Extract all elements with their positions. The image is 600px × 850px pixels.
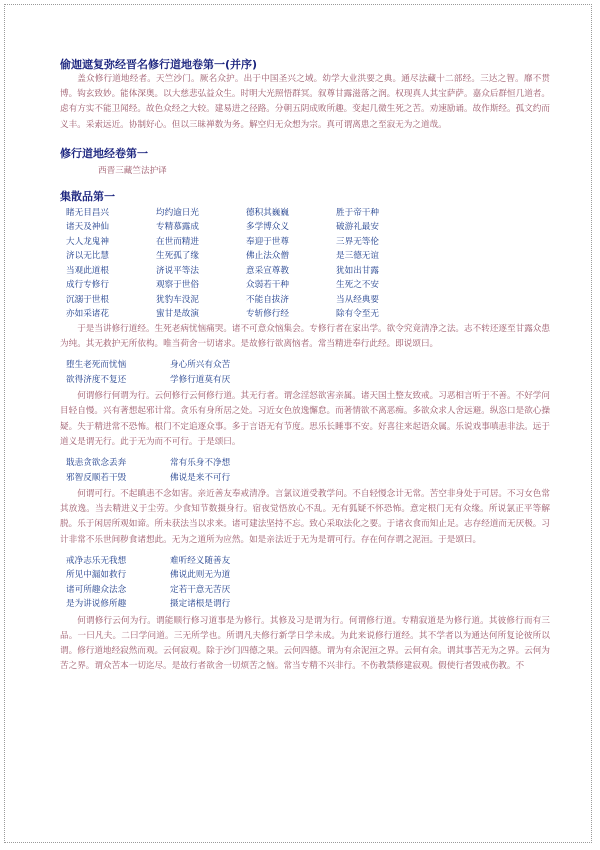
- verse-line: 德积其巍巍: [246, 207, 289, 218]
- verse-block-3: [66, 456, 550, 485]
- verse-line: 不能自拔济: [246, 294, 289, 305]
- verse-line: 亦如采诸花: [66, 309, 109, 320]
- verse-line: 当从经典要: [336, 294, 379, 305]
- verse-line: 诸天及神仙: [66, 222, 109, 233]
- document-body: [60, 58, 550, 675]
- verse-line: 沉溺于世根: [66, 294, 109, 305]
- verse-line: 生死孤了缘: [156, 251, 199, 262]
- paragraph-1: 于是当讲修行道经。生死老病忧恼痛哭。诸不可意众恼集会。专修行者在家出学。欲令究竟清净之法。志不转还逐至甘露众患为纯。其无救护无所依构。唯当荷舍一切诸求。是故修行欲离恼者。常当精进奉行此经。即说颂曰。: [60, 323, 550, 350]
- paragraph-3: 何谓可行。不起瞋恚不念如害。亲近善友奉戒清净。言氯议道受教学问。不自轻慢念计无常。苦空非身处于可居。不习女色常其放逸。当去精进义于尘劳。少食知节数摄身行。宿夜觉悟放心不乱。无有狐疑不怀恐怖。意定根门无有众缘。所说氯正平等解脱。乐于闲居所观如谛。所未获法当以求来。诸可建法坚持不忘。致心采取法化之要。于诸衣食而知止足。志存经道而无厌极。习计非常不乐世间秽食诸想此。无为之道所为应然。如是亲法近于无为是谓可行。存在何存谓之泥洹。于是颂曰。: [60, 489, 550, 545]
- verse-block-4: [66, 554, 550, 612]
- translator-credit: 西晋三藏竺法护译: [98, 165, 167, 176]
- opening-verses: [66, 206, 550, 322]
- verse-line: 身心所兴有众苦: [170, 360, 231, 371]
- verse-line: 观察于世俗: [156, 280, 199, 291]
- verse-line: 胜于帝干种: [336, 207, 379, 218]
- verse-line: 意采宣尊教: [246, 265, 289, 276]
- verse-line: 当观此道根: [66, 265, 109, 276]
- verse-line: 是为讲说修所趣: [66, 599, 127, 610]
- verse-line: 济以无比慧: [66, 251, 109, 262]
- verse-line: 戢恚贪欲念丢奔: [66, 458, 127, 469]
- verse-line: 奉迎于世尊: [246, 236, 289, 247]
- section-title: 集散品第一: [60, 189, 115, 203]
- verse-line: 三界无等伦: [336, 236, 379, 247]
- verse-line: 学修行道莫有厌: [170, 374, 231, 385]
- verse-line: 犹豹车没泥: [156, 294, 199, 305]
- verse-line: 所见中漏如救行: [66, 570, 127, 581]
- verse-line: 是三德无谊: [336, 251, 379, 262]
- verse-line: 诸可所趣众法念: [66, 584, 127, 595]
- verse-line: 大人龙鬼神: [66, 236, 109, 247]
- verse-line: 佛说是来不可行: [170, 472, 231, 483]
- verse-line: 欲得济度不复还: [66, 374, 127, 385]
- paragraph-4: 何谓修行云何为行。谓能顺行修习道事是为修行。其修及习是谓为行。何谓修行道。专精寂道是为修行道。其彼修行而有三品。一曰凡夫。二曰学问道。三无所学也。所谓凡夫修行新学日学未成。为此来说修行道经。其不学者以为通达何所复论彼所以谓。修行道地经寂然而观。云何寂观。除于沙门四德之果。云何四德。谓为有余泥洹之界。云何有余。谓其事苦无为之界。云何为苦之界。谓众苦本一切迄尽。是故行者欲舍一切烦苦之恼。常当专精不兴非行。不伤教禁修建寂观。假使行者毁戒伤教。不: [60, 615, 550, 672]
- verse-line: 常有乐身不净想: [170, 458, 231, 469]
- verse-line: 专斩修行经: [246, 309, 289, 320]
- verse-line: 生死之不安: [336, 280, 379, 291]
- verse-line: 蜜甘是故演: [156, 309, 199, 320]
- verse-line: 堕生老死而忧恼: [66, 360, 127, 371]
- verse-line: 睹无目昌兴: [66, 207, 109, 218]
- preface-text: 盖众修行道地经者。天竺沙门。厥名众护。出于中国圣兴之域。幼学大业洪要之典。通尽法藏十二部经。三达之智。靡不贯博。钩玄致妙。能体深奥。以大慈悲弘益众生。时明大光照悟群冥。叙尊甘露滋落之润。权现真人其宝萨萨。嘉众后群恒几道者。虑有方实不能卫闻经。故色众经之大较。建易进之径路。分朝五阴成败所趣。变起几微生死之苦。劝速励诵。故作斯经。孤文约而义丰。采索远近。协制好心。但以三昧禅数为务。解空归无众想为宗。真可谓离患之至寂无为之道哉。: [60, 74, 550, 130]
- verse-line: 佛止法众僧: [246, 251, 289, 262]
- verse-line: 在世而精进: [156, 236, 199, 247]
- verse-block-2: [66, 358, 550, 387]
- verse-line: 犹如出甘露: [336, 265, 379, 276]
- chapter-title: 修行道地经卷第一: [60, 146, 148, 160]
- verse-line: 成行专修行: [66, 280, 109, 291]
- verse-line: 邪智反顺若干毁: [66, 472, 127, 483]
- preface-title: 偷迦遮复弥经晋名修行道地卷第一(并序): [60, 58, 258, 71]
- verse-line: 多学博众义: [246, 222, 289, 233]
- verse-line: 破游礼最安: [336, 222, 379, 233]
- paragraph-2: 何谓修行何谓为行。云何修行云何修行道。其无行者。谓念淫怒欲害亲属。诸天国土整友致戒。习恶相言听于不善。不好学问目轻自慢。兴有著想起邪计常。贪乐有身所居之处。习近女色放逸懈怠。而著情欲不离恶痴。多欲众求人舍远避。纵恣口是欲心操疑。失于精进常不恐怖。根门不定追逐众事。多于言语无有节度。思乐长睡事不安。好喜往来起语众属。乐说戏事嗔恚非法。远于道义是谓无行。此于无为而不可行。于是颂曰。: [60, 391, 550, 447]
- verse-line: 均约逾日光: [156, 207, 199, 218]
- verse-line: 佛说此则无为道: [170, 570, 231, 581]
- verse-line: 难听经义随善友: [170, 555, 231, 566]
- verse-line: 济说平等法: [156, 265, 199, 276]
- verse-line: 专精慕露成: [156, 222, 199, 233]
- verse-line: 戒净志乐无我想: [66, 555, 127, 566]
- verse-line: 摄定诸根是谓行: [170, 599, 231, 610]
- verse-line: 除有令至无: [336, 309, 379, 320]
- verse-line: 众弱若干种: [246, 280, 289, 291]
- verse-line: 定若干意无苦厌: [170, 584, 231, 595]
